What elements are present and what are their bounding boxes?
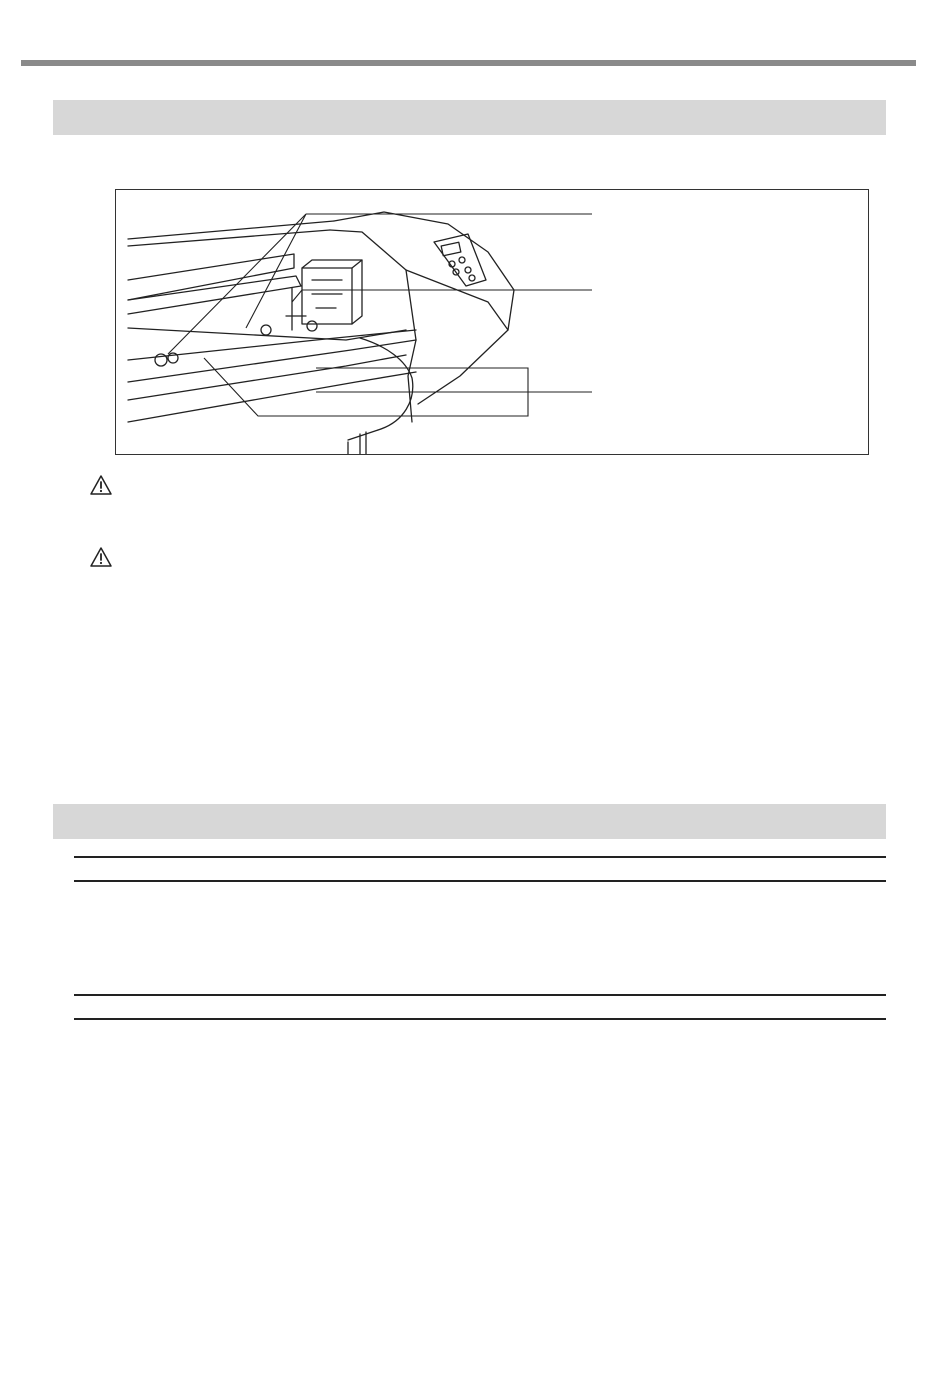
- subheading-rule-top-2: [74, 994, 886, 996]
- caution-triangle-icon: [89, 474, 113, 496]
- printer-illustration: [115, 189, 869, 455]
- section-heading-band-1: [53, 100, 886, 135]
- page-header-bar: [21, 60, 916, 66]
- subheading-rule-bottom-2: [74, 1018, 886, 1020]
- section-heading-band-2: [53, 804, 886, 839]
- subheading-rule-bottom-1: [74, 880, 886, 882]
- housing-curve: [334, 212, 514, 290]
- printer-line-drawing: [116, 190, 869, 455]
- machine-top-edge: [128, 221, 334, 239]
- caution-triangle-icon: [89, 546, 113, 568]
- control-panel: [434, 234, 486, 286]
- subheading-rule-top-1: [74, 856, 886, 858]
